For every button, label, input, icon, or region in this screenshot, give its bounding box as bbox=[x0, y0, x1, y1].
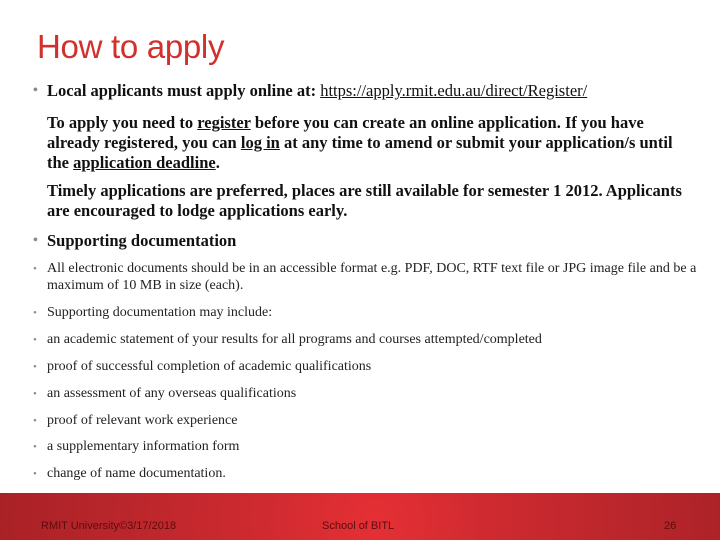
item-text: proof of relevant work experience bbox=[47, 413, 238, 428]
item-text: All electronic documents should be in an accessible format e.g. PDF, DOC, RTF text file or JPG image file and be a maximum of 10 MB in size (each). bbox=[47, 261, 697, 293]
bullet-label: Local applicants must apply online at: bbox=[47, 81, 321, 100]
text: To apply you need to bbox=[47, 113, 198, 132]
list-item bbox=[33, 358, 700, 375]
bullet-icon: • bbox=[33, 361, 37, 373]
list-item bbox=[33, 385, 700, 402]
register-url-link[interactable]: https://apply.rmit.edu.au/direct/Register/ bbox=[320, 81, 588, 100]
list-item bbox=[33, 260, 700, 294]
bullet-icon: • bbox=[33, 233, 38, 248]
bullet-online-application bbox=[33, 81, 700, 101]
text: before you can create an online application. If you have already registered, you can bbox=[47, 113, 644, 152]
page-number: 26 bbox=[664, 520, 677, 532]
footer-copyright: RMIT University©3/17/2018 bbox=[41, 520, 177, 532]
bullet-icon: • bbox=[33, 415, 37, 427]
list-item bbox=[33, 438, 700, 455]
bullet-icon: • bbox=[33, 263, 37, 275]
bullet-label: Supporting documentation bbox=[47, 231, 237, 250]
bullet-icon: • bbox=[33, 468, 37, 480]
slide-title: How to apply bbox=[37, 28, 225, 65]
login-link[interactable]: log in bbox=[240, 133, 280, 152]
text: . bbox=[215, 153, 220, 172]
item-text: an assessment of any overseas qualifications bbox=[47, 386, 297, 401]
text: at any time to amend or submit your application/s until the bbox=[47, 133, 673, 172]
list-item bbox=[33, 412, 700, 429]
item-text: an academic statement of your results for all programs and courses attempted/completed bbox=[47, 332, 542, 347]
slide-footer bbox=[0, 493, 720, 540]
list-item bbox=[33, 465, 700, 482]
item-text: change of name documentation. bbox=[47, 466, 226, 481]
bullet-icon: • bbox=[33, 388, 37, 400]
register-paragraph bbox=[47, 113, 690, 173]
item-text: a supplementary information form bbox=[47, 439, 240, 454]
bullet-icon: • bbox=[33, 307, 37, 319]
timely-paragraph: Timely applications are preferred, places are still available for semester 1 2012. Applicants are encouraged to lodge applications early. bbox=[47, 181, 682, 220]
list-item bbox=[33, 304, 700, 321]
footer-school: School of BITL bbox=[322, 520, 395, 532]
bullet-icon: • bbox=[33, 334, 37, 346]
bullet-icon: • bbox=[33, 83, 38, 98]
list-item bbox=[33, 331, 700, 348]
item-text: Supporting documentation may include: bbox=[47, 305, 273, 320]
bullet-icon: • bbox=[33, 441, 37, 453]
item-text: proof of successful completion of academic qualifications bbox=[47, 359, 372, 374]
deadline-link[interactable]: application deadline bbox=[73, 153, 216, 172]
register-link[interactable]: register bbox=[197, 113, 251, 132]
bullet-supporting-documentation bbox=[33, 231, 700, 251]
